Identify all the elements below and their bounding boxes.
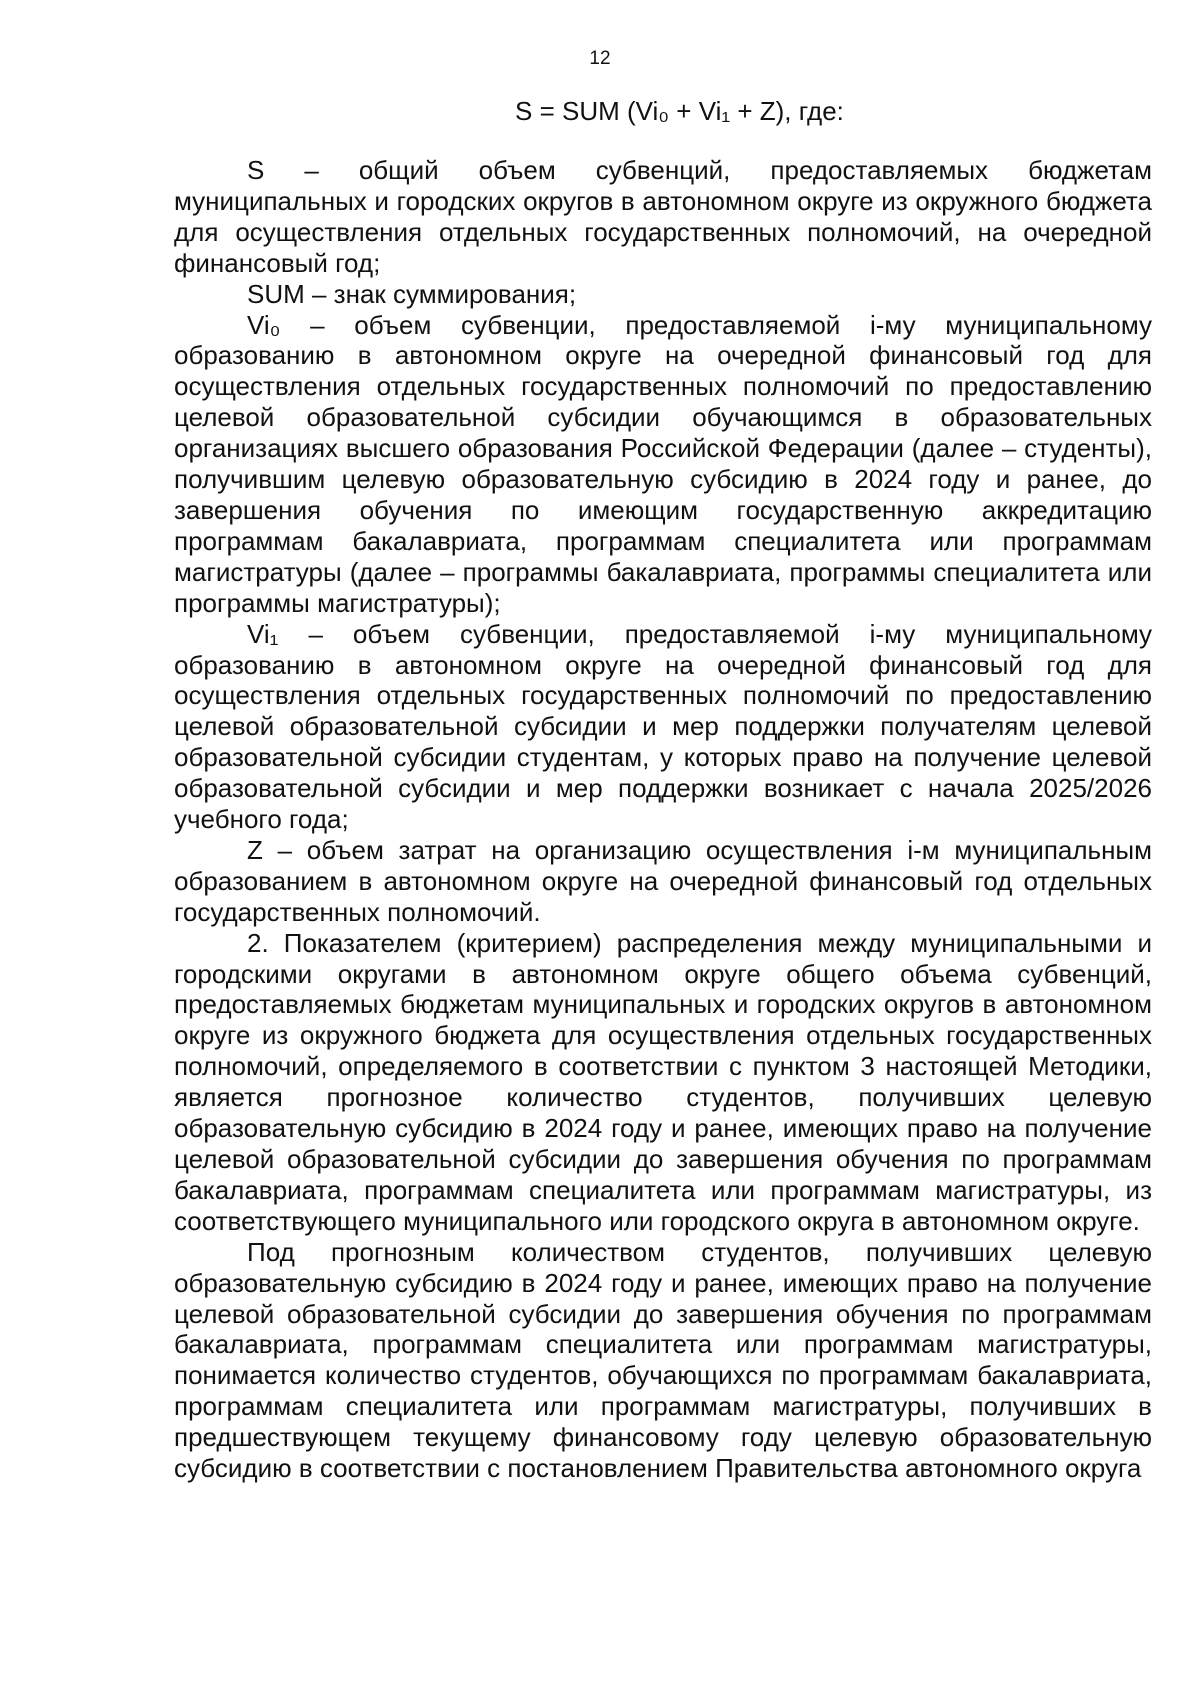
paragraph-item-2: 2. Показателем (критерием) распределения между муниципальными и городскими округами в автономном округе общего объема субвенций, предоставляемых бюджетам муниципальных и городских округов в автономном округе из окружного бюджета для осуществления отдельных государственных полномочий, определяемого в соответствии с пунктом 3 настоящей Методики, является прогнозное количество студентов, получивших целевую образовательную субсидию в 2024 году и ранее, имеющих право на получение целевой образовательной субсидии до завершения обучения по программам бакалавриата, программам специалитета или программам магистратуры, из соответствующего муниципального или городского округа в автономном округе. <box>174 927 1152 1236</box>
document-body <box>174 155 1152 1484</box>
paragraph-s-definition: S – общий объем субвенций, предоставляемых бюджетам муниципальных и городских округов в автономном округе из окружного бюджета для осуществления отдельных государственных полномочий, на очередной финансовый год; <box>174 155 1152 278</box>
paragraph-forecast-definition: Под прогнозным количеством студентов, получивших целевую образовательную субсидию в 2024 году и ранее, имеющих право на получение целевой образовательной субсидии до завершения обучения по программам бакалавриата, программам специалитета или программам магистратуры, понимается количество студентов, обучающихся по программам бакалавриата, программам специалитета или программам магистратуры, получивших в предшествующем текущему финансовому году целевую образовательную субсидию в соответствии с постановлением Правительства автономного округа <box>174 1236 1152 1484</box>
paragraph-z-definition: Z – объем затрат на организацию осуществления i-м муниципальным образованием в автономном округе на очередной финансовый год отдельных государственных полномочий. <box>174 834 1152 927</box>
paragraph-vi0-definition: Vi₀ – объем субвенции, предоставляемой i-му муниципальному образованию в автономном округе на очередной финансовый год для осуществления отдельных государственных полномочий по предоставлению целевой образовательной субсидии обучающимся в образовательных организациях высшего образования Российской Федерации (далее – студенты), получившим целевую образовательную субсидию в 2024 году и ранее, до завершения обучения по имеющим государственную аккредитацию программам бакалавриата, программам специалитета или программам магистратуры (далее – программы бакалавриата, программы специалитета или программы магистратуры); <box>174 309 1152 618</box>
paragraph-sum-definition: SUM – знак суммирования; <box>247 278 577 309</box>
formula: S = SUM (Vi₀ + Vi₁ + Z), где: <box>515 96 844 126</box>
page-number: 12 <box>589 48 611 69</box>
paragraph-vi1-definition: Vi₁ – объем субвенции, предоставляемой i-му муниципальному образованию в автономном округе на очередной финансовый год для осуществления отдельных государственных полномочий по предоставлению целевой образовательной субсидии и мер поддержки получателям целевой образовательной субсидии студентам, у которых право на получение целевой образовательной субсидии и мер поддержки возникает с начала 2025/2026 учебного года; <box>174 618 1152 835</box>
